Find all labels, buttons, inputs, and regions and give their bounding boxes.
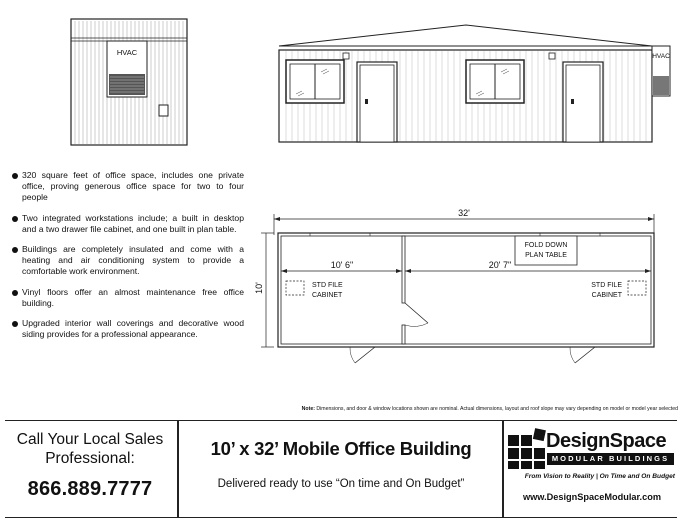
- dim-left-room: 10' 6": [330, 260, 354, 270]
- file-cabinet-left-line1: STD FILE: [312, 282, 343, 289]
- feature-item: Vinyl floors offer an almost maintenance free office building.: [12, 287, 244, 309]
- dim-overall: 32': [458, 208, 470, 218]
- disclaimer-note: Note: Dimensions, and door & window locations shown are nominal. Actual dimensions, layout and roof slope may vary depending on model or model year selected: [301, 406, 678, 412]
- bullet-icon: [12, 216, 18, 222]
- company-slogan: From Vision to Reality | On Time and On Budget: [524, 473, 675, 480]
- side-hvac-unit: [652, 46, 670, 96]
- product-title: 10’ x 32’ Mobile Office Building: [210, 438, 472, 459]
- fold-down-table-line2: PLAN TABLE: [525, 252, 567, 259]
- window-right: [466, 60, 524, 103]
- footer-divider: [177, 421, 179, 517]
- company-subtitle: MODULAR BUILDINGS: [547, 453, 674, 465]
- company-name: DesignSpace: [546, 430, 667, 452]
- company-logo-icon: [508, 427, 546, 469]
- hvac-label: HVAC: [116, 48, 138, 57]
- feature-item: Buildings are completely insulated and come with a heating and air conditioning system to provide a comfortable work environment.: [12, 244, 244, 278]
- electrical-box: [159, 105, 168, 116]
- window-left: [286, 60, 344, 103]
- end-elevation-drawing: [70, 18, 190, 148]
- feature-list: [12, 170, 244, 349]
- dim-width: 10': [254, 282, 264, 294]
- call-sales-text: Call Your Local Sales Professional:: [16, 431, 164, 467]
- floor-plan-drawing: [250, 205, 666, 385]
- feature-item: Two integrated workstations include; a built in desktop and a two drawer file cabinet, and one built in plan table.: [12, 213, 244, 235]
- hvac-side-label: HVAC: [652, 53, 670, 60]
- bullet-icon: [12, 173, 18, 179]
- side-elevation-drawing: [276, 20, 672, 150]
- feature-item: 320 square feet of office space, includes one private office, proving generous office space for two to four people: [12, 170, 244, 204]
- fold-down-table: [515, 236, 577, 265]
- bullet-icon: [12, 321, 18, 327]
- fold-down-table-line1: FOLD DOWN: [524, 242, 568, 249]
- website-link[interactable]: www.DesignSpaceModular.com: [522, 492, 661, 502]
- bullet-icon: [12, 290, 18, 296]
- dim-right-room: 20' 7": [488, 260, 512, 270]
- file-cabinet-left-line2: CABINET: [312, 292, 343, 299]
- bullet-icon: [12, 247, 18, 253]
- file-cabinet-right-line1: STD FILE: [591, 282, 622, 289]
- tagline: Delivered ready to use “On time and On Budget”: [217, 478, 465, 490]
- file-cabinet-right-line2: CABINET: [591, 292, 622, 299]
- feature-item: Upgraded interior wall coverings and decorative wood siding provides for a professional appearance.: [12, 318, 244, 340]
- phone-number[interactable]: 866.889.7777: [27, 478, 153, 500]
- footer-divider: [502, 421, 504, 517]
